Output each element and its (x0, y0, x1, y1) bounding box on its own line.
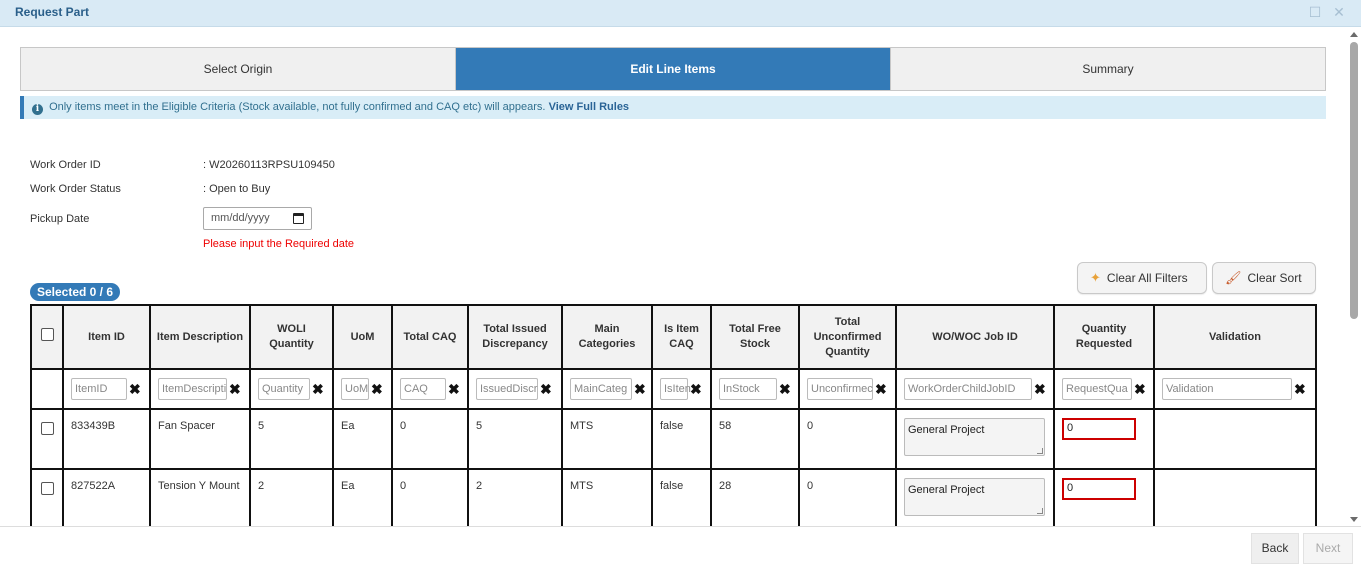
col-header-item-description[interactable]: Item Description (150, 305, 250, 369)
col-header-total-unconfirmed-quantity[interactable]: Total Unconfirmed Quantity (799, 305, 896, 369)
col-header-item-id[interactable]: Item ID (63, 305, 150, 369)
col-header-job-id[interactable]: WO/WOC Job ID (896, 305, 1054, 369)
step-summary[interactable]: Summary (890, 48, 1325, 90)
step-select-origin[interactable]: Select Origin (21, 48, 455, 90)
cell-job-id (896, 409, 1054, 469)
cell-uom: Ea (333, 409, 392, 469)
job-id-textarea[interactable] (904, 478, 1045, 516)
cell-item-id: 827522A (63, 469, 150, 529)
clear-filter-icon[interactable]: ✖ (129, 381, 141, 397)
row-select-cell (31, 409, 63, 469)
col-header-uom[interactable]: UoM (333, 305, 392, 369)
filter-cell (250, 369, 333, 409)
next-button[interactable]: Next (1303, 533, 1353, 564)
close-icon[interactable]: ✕ (1333, 4, 1345, 20)
brush-icon: 🖌 (1225, 270, 1242, 285)
filter-cell (562, 369, 652, 409)
cell-job-id (896, 469, 1054, 529)
clear-filter-icon[interactable]: ✖ (1294, 381, 1306, 397)
clear-filter-icon[interactable]: ✖ (634, 381, 646, 397)
table-row[interactable] (31, 469, 1316, 529)
col-header-is-item-caq[interactable]: Is Item CAQ (652, 305, 711, 369)
cell-woli-quantity: 2 (250, 469, 333, 529)
dialog-footer (0, 526, 1361, 567)
wizard-steps (20, 47, 1326, 91)
pickup-date-placeholder: mm/dd/yyyy (211, 212, 270, 224)
col-header-total-caq[interactable]: Total CAQ (392, 305, 468, 369)
cell-description: Fan Spacer (150, 409, 250, 469)
filter-main-cat-input[interactable]: MainCateg (570, 378, 632, 400)
filter-cell (468, 369, 562, 409)
back-button[interactable]: Back (1251, 533, 1299, 564)
cell-main-category: MTS (562, 469, 652, 529)
cell-is-item-caq: false (652, 409, 711, 469)
resize-grip-icon[interactable] (1037, 448, 1043, 454)
view-full-rules-link[interactable]: View Full Rules (548, 101, 630, 113)
filter-caq-input[interactable]: CAQ (400, 378, 446, 400)
info-icon: i (32, 104, 43, 115)
row-checkbox[interactable] (41, 422, 54, 435)
clear-sort-button[interactable] (1212, 262, 1316, 294)
pickup-date-input[interactable] (203, 207, 312, 230)
job-id-textarea[interactable] (904, 418, 1045, 456)
filter-is-caq-input[interactable]: IsIten (660, 378, 688, 400)
col-header-woli-quantity[interactable]: WOLI Quantity (250, 305, 333, 369)
cell-total-caq: 0 (392, 469, 468, 529)
filter-cell (392, 369, 468, 409)
filter-quantity-input[interactable]: Quantity (258, 378, 310, 400)
filter-request-qty-input[interactable]: RequestQua (1062, 378, 1132, 400)
quantity-requested-input[interactable]: 0 (1062, 478, 1136, 500)
clear-filter-icon[interactable]: ✖ (540, 381, 552, 397)
clear-all-filters-button[interactable] (1077, 262, 1207, 294)
selected-count-badge: Selected 0 / 6 (30, 283, 120, 301)
filter-item-id-input[interactable]: ItemID (71, 378, 127, 400)
cell-is-item-caq: false (652, 469, 711, 529)
cell-description: Tension Y Mount (150, 469, 250, 529)
window-title: Request Part (15, 5, 90, 19)
col-header-total-free-stock[interactable]: Total Free Stock (711, 305, 799, 369)
filter-empty-cell (31, 369, 63, 409)
filter-cell (711, 369, 799, 409)
clear-filter-icon[interactable]: ✖ (229, 381, 241, 397)
step-edit-line-items[interactable]: Edit Line Items (455, 48, 890, 90)
clear-filter-icon[interactable]: ✖ (312, 381, 324, 397)
col-header-total-issued-discrepancy[interactable]: Total Issued Discrepancy (468, 305, 562, 369)
clear-filter-icon[interactable]: ✖ (448, 381, 460, 397)
clear-filter-icon[interactable]: ✖ (875, 381, 887, 397)
row-select-cell (31, 469, 63, 529)
clear-filter-icon[interactable]: ✖ (1134, 381, 1146, 397)
cell-woli-quantity: 5 (250, 409, 333, 469)
select-all-cell (31, 305, 63, 369)
cell-item-id: 833439B (63, 409, 150, 469)
filter-cell (333, 369, 392, 409)
filter-cell (896, 369, 1054, 409)
clear-filter-icon[interactable]: ✖ (1034, 381, 1046, 397)
eligibility-info-banner (20, 96, 1326, 119)
cell-issued-discrepancy: 2 (468, 469, 562, 529)
clear-sort-label: Clear Sort (1247, 271, 1302, 285)
cell-validation (1154, 469, 1316, 529)
cell-validation (1154, 409, 1316, 469)
job-id-text: General Project (908, 484, 985, 496)
work-order-id-value: : W20260113RPSU109450 (203, 159, 335, 171)
cell-quantity-requested (1054, 409, 1154, 469)
cell-unconfirmed: 0 (799, 409, 896, 469)
col-header-quantity-requested[interactable]: Quantity Requested (1054, 305, 1154, 369)
magic-wand-icon: ✦ (1090, 270, 1101, 285)
cell-free-stock: 58 (711, 409, 799, 469)
filter-description-input[interactable]: ItemDescripti (158, 378, 227, 400)
window-titlebar (0, 0, 1361, 27)
pickup-date-label: Pickup Date (30, 213, 90, 225)
filter-cell (150, 369, 250, 409)
clear-all-filters-label: Clear All Filters (1106, 271, 1188, 285)
table-filter-row (31, 369, 1316, 409)
resize-grip-icon[interactable] (1037, 508, 1043, 514)
scroll-down-icon[interactable] (1350, 517, 1358, 522)
col-header-main-categories[interactable]: Main Categories (562, 305, 652, 369)
filter-cell (652, 369, 711, 409)
scroll-up-icon[interactable] (1350, 32, 1358, 37)
filter-job-id-input[interactable]: WorkOrderChildJobID (904, 378, 1032, 400)
calendar-icon[interactable] (293, 213, 304, 224)
vertical-scrollbar[interactable] (1347, 28, 1361, 526)
cell-main-category: MTS (562, 409, 652, 469)
filter-in-stock-input[interactable]: InStock (719, 378, 777, 400)
col-header-validation[interactable]: Validation (1154, 305, 1316, 369)
row-checkbox[interactable] (41, 482, 54, 495)
scroll-thumb[interactable] (1350, 42, 1358, 319)
cell-free-stock: 28 (711, 469, 799, 529)
pickup-date-error: Please input the Required date (203, 238, 355, 250)
job-id-text: General Project (908, 424, 985, 436)
cell-unconfirmed: 0 (799, 469, 896, 529)
quantity-requested-input[interactable]: 0 (1062, 418, 1136, 440)
filter-cell (799, 369, 896, 409)
clear-filter-icon[interactable]: ✖ (779, 381, 791, 397)
select-all-checkbox[interactable] (41, 328, 54, 341)
cell-total-caq: 0 (392, 409, 468, 469)
filter-uom-input[interactable]: UoM (341, 378, 369, 400)
info-text: Only items meet in the Eligible Criteria (Stock available, not fully confirmed and CAQ etc) will appears. (49, 101, 546, 113)
line-items-table (30, 304, 1317, 530)
cell-issued-discrepancy: 5 (468, 409, 562, 469)
table-row[interactable] (31, 409, 1316, 469)
work-order-status-label: Work Order Status (30, 183, 121, 195)
filter-validation-input[interactable]: Validation (1162, 378, 1292, 400)
dialog-content (0, 28, 1346, 526)
filter-cell (1154, 369, 1316, 409)
cell-quantity-requested (1054, 469, 1154, 529)
work-order-status-value: : Open to Buy (203, 183, 271, 195)
maximize-icon[interactable]: ☐ (1308, 4, 1322, 20)
filter-issued-disc-input[interactable]: IssuedDiscr (476, 378, 538, 400)
clear-filter-icon[interactable]: ✖ (371, 381, 383, 397)
filter-cell (1054, 369, 1154, 409)
filter-cell (63, 369, 150, 409)
table-header-row (31, 305, 1316, 369)
clear-filter-icon[interactable]: ✖ (690, 381, 702, 397)
filter-unconfirmed-input[interactable]: Unconfirmec (807, 378, 873, 400)
work-order-id-label: Work Order ID (30, 159, 101, 171)
cell-uom: Ea (333, 469, 392, 529)
